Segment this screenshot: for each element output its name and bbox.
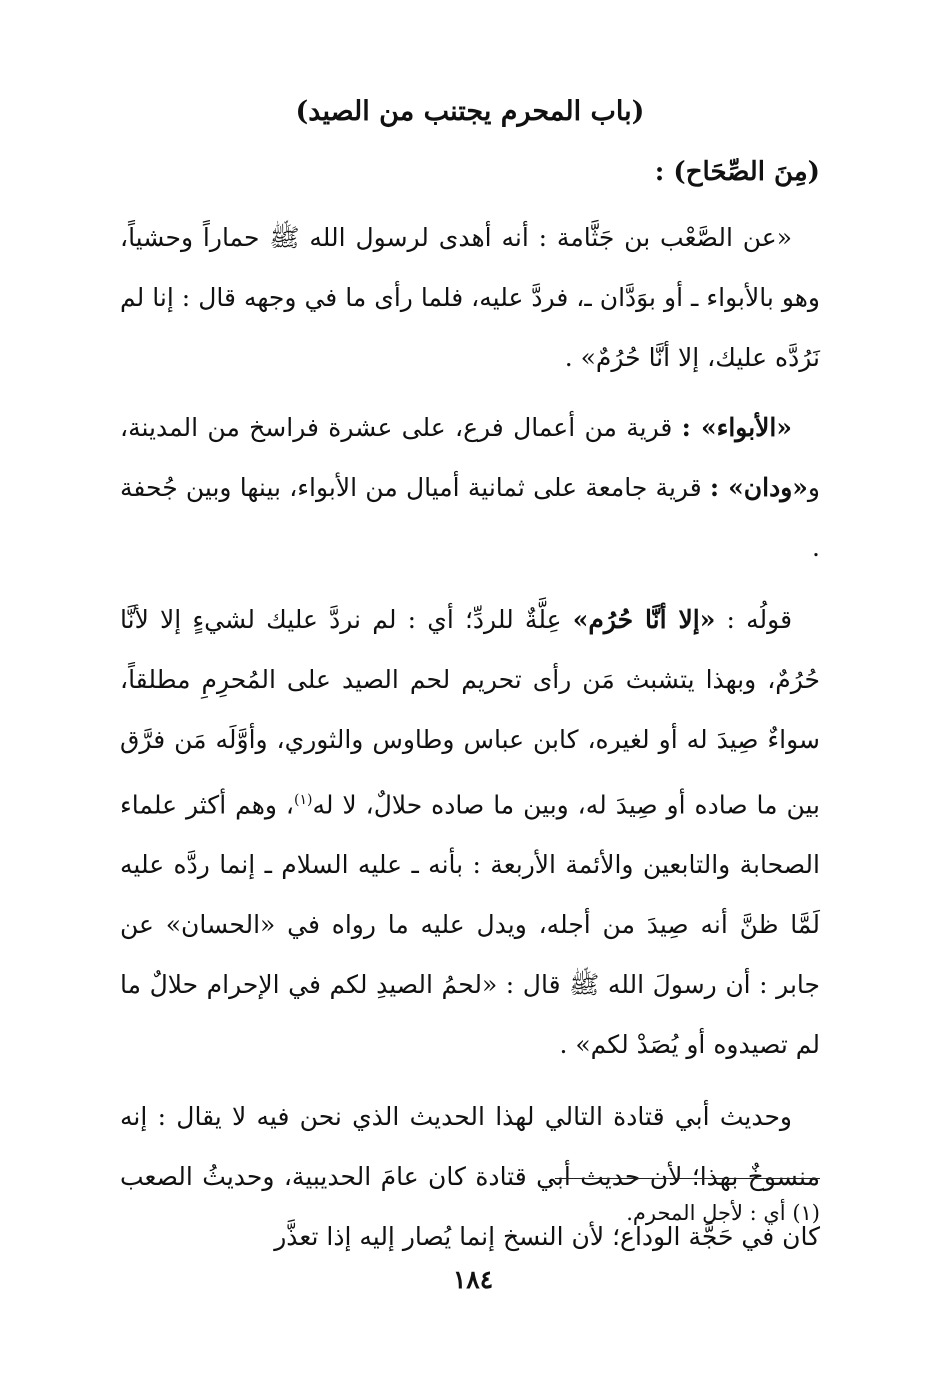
footnote-reference: (١)	[294, 792, 313, 808]
section-subtitle: (مِنَ الصِّحَاح) :	[654, 157, 820, 187]
gloss-text-waddan: قرية جامعة على ثمانية أميال من الأبواء، بينها وبين جُحفة .	[120, 473, 820, 562]
chapter-title: (باب المحرم يجتنب من الصيد)	[295, 96, 645, 127]
gloss-text-abwa: قرية من أعمال فرع، على عشرة فراسخ من المدينة، و	[120, 413, 820, 502]
footnote: (١) أي : لأجل المحرم.	[626, 1201, 820, 1225]
commentary-text-continued: ، وهم أكثر علماء الصحابة والتابعين والأئمة الأربعة : بأنه ـ عليه السلام ـ إنما ردَّه عليه لَمَّا ظنَّ أنه صِيدَ من أجله، ويدل عليه ما رواه في «الحسان» عن جابر : أن رسولَ الله ﷺ قال : «لحمُ الصيدِ لكم في الإحرام حلالٌ ما لم تصيدوه أو يُصَدْ لكم» .	[120, 790, 820, 1060]
gloss-label-abwa: «الأبواء» :	[681, 413, 792, 442]
gloss-label-waddan: «ودان» :	[709, 473, 808, 502]
hadith-paragraph: «عن الصَّعْب بن جَثَّامة : أنه أهدى لرسول الله ﷺ حماراً وحشياً، وهو بالأبواء ـ أو بوَدَّان ـ، فردَّ عليه، فلما رأى ما في وجهه قال : إنا لم نَرُدَّه عليك، إلا أنَّا حُرُمٌ» .	[120, 223, 820, 372]
commentary-paragraph	[120, 590, 820, 1075]
commentary-text: عِلَّةٌ للردِّ؛ أي : لم نردَّ عليك لشيءٍ إلا لأنَّا حُرُمٌ، وبهذا يتشبث مَن رأى تحريم لحم الصيد على المُحرِمِ مطلقاً، سواءٌ صِيدَ له أو لغيره، كابن عباس وطاوس والثوري، وأوَّلَه مَن فرَّق بين ما صاده أو صِيدَ له، وبين ما صاده حلالٌ، لا له	[120, 605, 821, 820]
commentary-intro: قولُه :	[715, 605, 793, 634]
closing-paragraph: وحديث أبي قتادة التالي لهذا الحديث الذي نحن فيه لا يقال : إنه منسوخٌ بهذا؛ لأن حديث أبي قتادة كان عامَ الحديبية، وحديثُ الصعب كان في حَجَّة الوداع؛ لأن النسخ إنما يُصار إليه إذا تعذَّر	[120, 1102, 820, 1252]
commentary-quote: «إلا أنَّا حُرُم»	[572, 605, 716, 634]
page-content	[120, 92, 820, 1279]
footnote-separator	[555, 1178, 820, 1179]
page-number: ١٨٤	[452, 1265, 494, 1294]
gloss-paragraph	[120, 398, 820, 578]
